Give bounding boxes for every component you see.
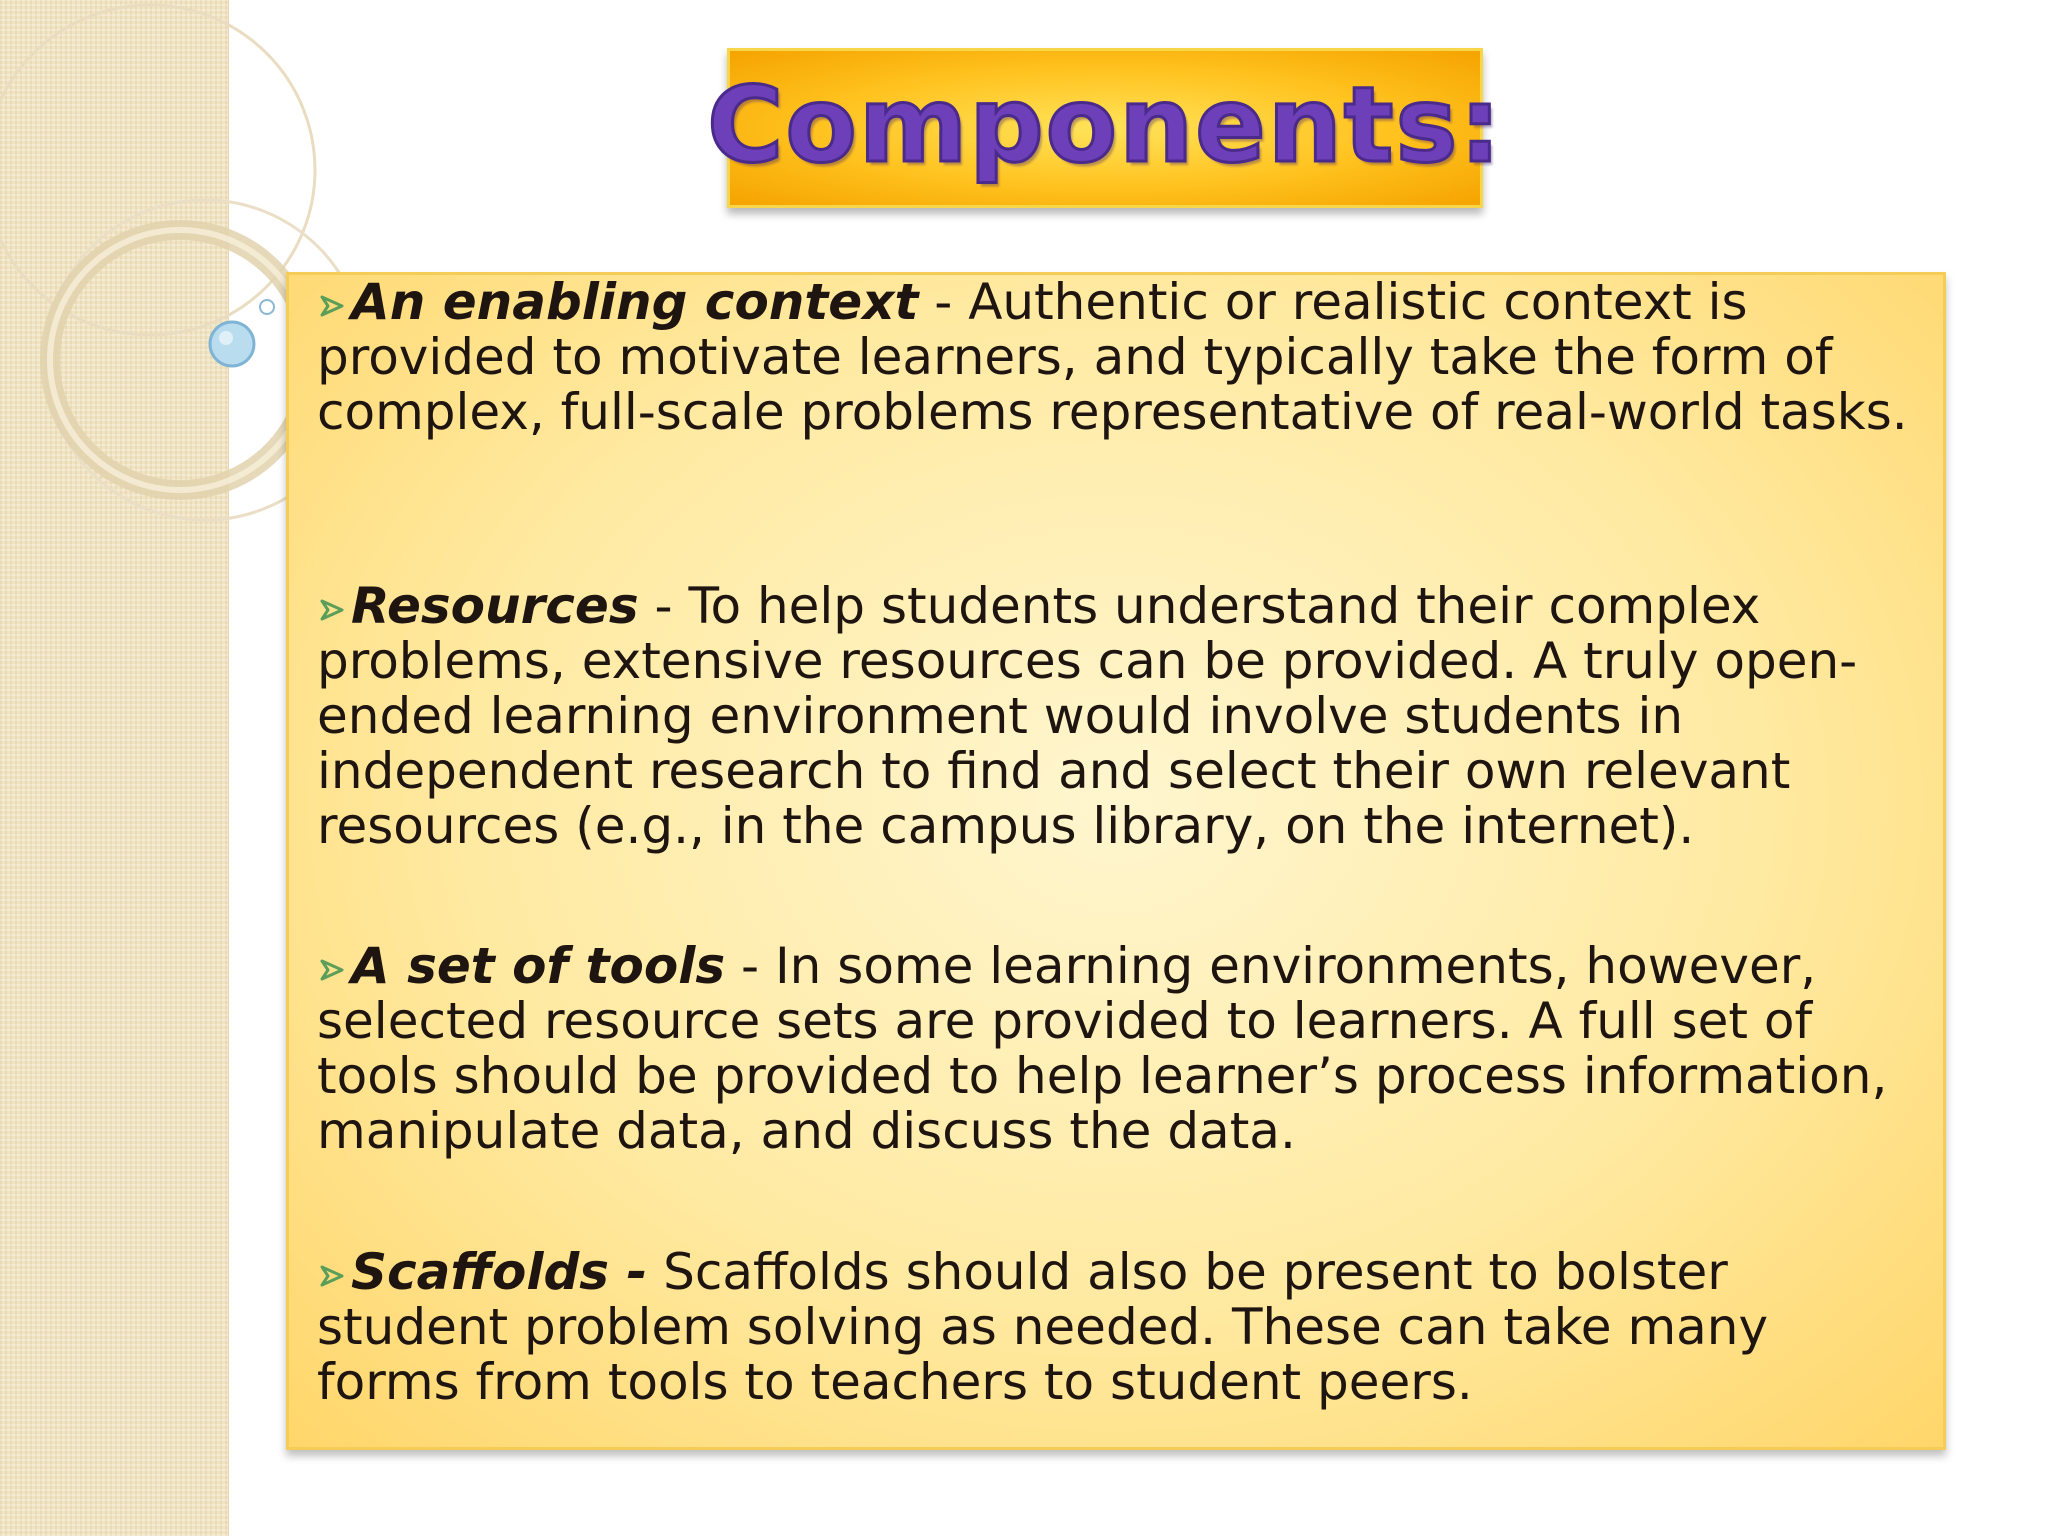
title-banner <box>707 48 1503 208</box>
bullet-term: Resources <box>351 577 639 635</box>
slide-title: Components: <box>707 64 1503 186</box>
arrow-bullet-icon <box>317 955 347 985</box>
bullet-item-resources <box>317 579 1917 854</box>
ring-decoration-icon <box>0 0 300 520</box>
arrow-bullet-icon <box>317 595 347 625</box>
bullet-term: An enabling context <box>351 273 919 331</box>
bullet-text: - In some learning environments, however, selected resource sets are provided to learners. A full set of tools should be provided to help learner’s process information, manipulate data, and discuss the data. <box>317 937 1888 1160</box>
bullet-term: Scaffolds - <box>351 1243 648 1301</box>
bullet-item-enabling-context <box>317 275 1917 440</box>
bullet-text: Scaffolds should also be present to bolster student problem solving as needed. These can take many forms from tools to teachers to student peers. <box>317 1243 1769 1411</box>
bullet-term: A set of tools <box>351 937 726 995</box>
bullet-text: - Authentic or realistic context is provided to motivate learners, and typically take the form of complex, full-scale problems representative of real-world tasks. <box>317 273 1908 441</box>
bullet-item-set-of-tools <box>317 939 1917 1159</box>
bullet-item-scaffolds <box>317 1245 1917 1410</box>
bullet-text: - To help students understand their complex problems, extensive resources can be provided. A truly open-ended learning environment would involve students in independent research to find and select their own relevant resources (e.g., in the campus library, on the internet). <box>317 577 1858 855</box>
content-panel <box>286 272 1946 1450</box>
arrow-bullet-icon <box>317 1261 347 1291</box>
arrow-bullet-icon <box>317 291 347 321</box>
